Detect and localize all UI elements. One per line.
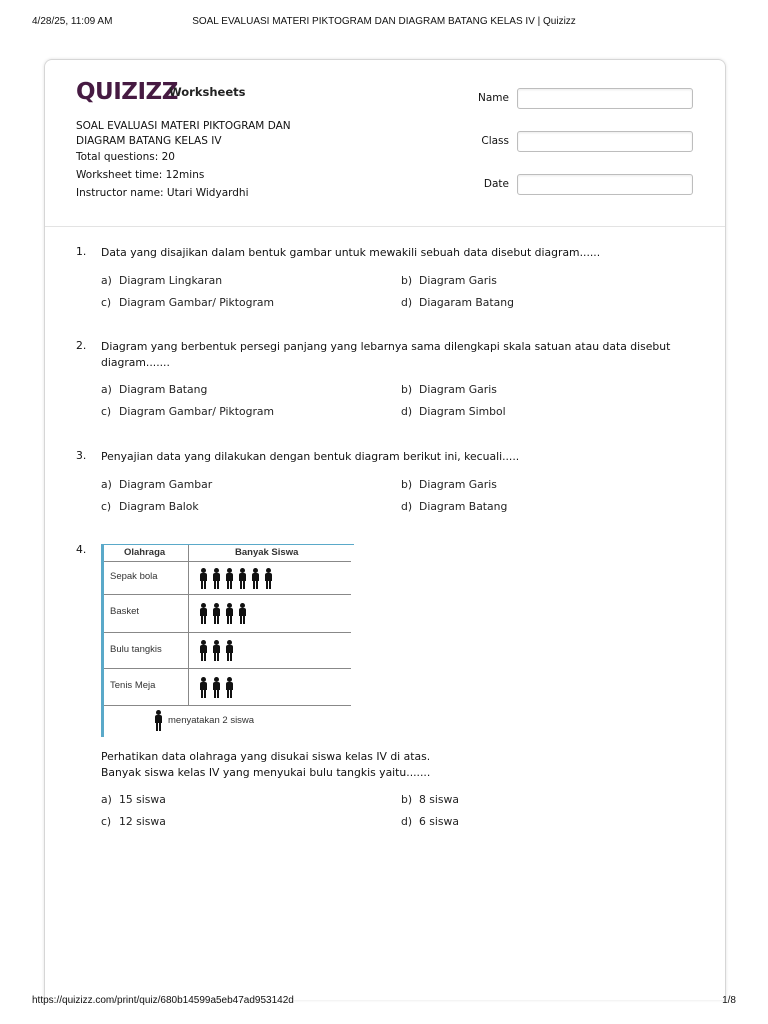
option-1c[interactable]: c) Diagram Gambar/ Piktogram — [101, 296, 275, 309]
print-url: https://quizizz.com/print/quiz/680b14599a5eb47ad953142d — [32, 995, 294, 1006]
pictogram-legend — [104, 706, 351, 736]
person-icon — [154, 710, 163, 731]
option-3a[interactable]: a) Diagram Gambar — [101, 478, 213, 491]
option-4d[interactable]: d) 6 siswa — [401, 815, 459, 828]
class-label: Class — [481, 135, 509, 147]
pictogram-row: Bulu tangkis — [104, 633, 351, 669]
header-banyak-siswa: Banyak Siswa — [235, 547, 299, 558]
question-number: 4. — [76, 543, 87, 556]
person-icon — [212, 640, 221, 661]
print-datetime: 4/28/25, 11:09 AM — [32, 16, 113, 27]
pictogram-table — [101, 544, 354, 737]
option-1b[interactable]: b) Diagram Garis — [401, 274, 497, 287]
date-field[interactable] — [517, 174, 693, 195]
print-header — [0, 16, 768, 32]
worksheet-header — [45, 60, 725, 227]
option-3c[interactable]: c) Diagram Balok — [101, 500, 199, 513]
print-footer — [0, 995, 768, 1011]
person-icon — [238, 568, 247, 589]
person-icon — [225, 568, 234, 589]
print-title: SOAL EVALUASI MATERI PIKTOGRAM DAN DIAGRAM BATANG KELAS IV | Quizizz — [192, 16, 576, 27]
option-3d[interactable]: d) Diagram Batang — [401, 500, 508, 513]
question-number: 3. — [76, 449, 87, 462]
person-icon — [225, 677, 234, 698]
pictogram-row: Basket — [104, 595, 351, 633]
person-icon — [212, 677, 221, 698]
person-icon — [251, 568, 260, 589]
option-2d[interactable]: d) Diagram Simbol — [401, 405, 506, 418]
option-4c[interactable]: c) 12 siswa — [101, 815, 166, 828]
person-icon — [225, 603, 234, 624]
person-icon — [238, 603, 247, 624]
person-icon — [264, 568, 273, 589]
option-4b[interactable]: b) 8 siswa — [401, 793, 459, 806]
person-icon — [199, 677, 208, 698]
total-questions: Total questions: 20 — [76, 151, 175, 163]
person-icon — [199, 640, 208, 661]
pictogram-row: Tenis Meja — [104, 669, 351, 706]
worksheet-title: SOAL EVALUASI MATERI PIKTOGRAM DAN DIAGRAM BATANG KELAS IV — [76, 120, 291, 147]
header-olahraga: Olahraga — [124, 547, 166, 558]
class-field[interactable] — [517, 131, 693, 152]
person-icon — [199, 603, 208, 624]
name-label: Name — [478, 92, 509, 104]
person-icon — [199, 568, 208, 589]
option-1d[interactable]: d) Diagaram Batang — [401, 296, 514, 309]
worksheet-time: Worksheet time: 12mins — [76, 169, 205, 181]
date-label: Date — [483, 178, 509, 190]
instructor-name: Instructor name: Utari Widyardhi — [76, 187, 249, 199]
worksheets-label: Worksheets — [169, 85, 246, 99]
pictogram-header-row — [104, 545, 351, 562]
person-icon — [225, 640, 234, 661]
legend-text: menyatakan 2 siswa — [168, 715, 255, 726]
option-4a[interactable]: a) 15 siswa — [101, 793, 166, 806]
question-text: Perhatikan data olahraga yang disukai siswa kelas IV di atas. Banyak siswa kelas IV yang menyukai bulu tangkis yaitu....... — [101, 750, 431, 779]
pictogram-row: Sepak bola — [104, 562, 351, 595]
question-text: Diagram yang berbentuk persegi panjang yang lebarnya sama dilengkapi skala satuan atau data disebut diagram....... — [101, 340, 671, 369]
worksheet-card — [44, 59, 726, 1000]
option-1a[interactable]: a) Diagram Lingkaran — [101, 274, 223, 287]
option-2b[interactable]: b) Diagram Garis — [401, 383, 497, 396]
quizizz-logo: QUIZIZZ — [76, 79, 178, 105]
print-page-number: 1/8 — [722, 995, 736, 1006]
question-text: Data yang disajikan dalam bentuk gambar untuk mewakili sebuah data disebut diagram...... — [101, 246, 601, 259]
person-icon — [212, 603, 221, 624]
question-number: 2. — [76, 339, 87, 352]
question-number: 1. — [76, 245, 87, 258]
name-field[interactable] — [517, 88, 693, 109]
person-icon — [212, 568, 221, 589]
option-2c[interactable]: c) Diagram Gambar/ Piktogram — [101, 405, 275, 418]
option-2a[interactable]: a) Diagram Batang — [101, 383, 208, 396]
option-3b[interactable]: b) Diagram Garis — [401, 478, 497, 491]
question-text: Penyajian data yang dilakukan dengan bentuk diagram berikut ini, kecuali..... — [101, 450, 520, 463]
